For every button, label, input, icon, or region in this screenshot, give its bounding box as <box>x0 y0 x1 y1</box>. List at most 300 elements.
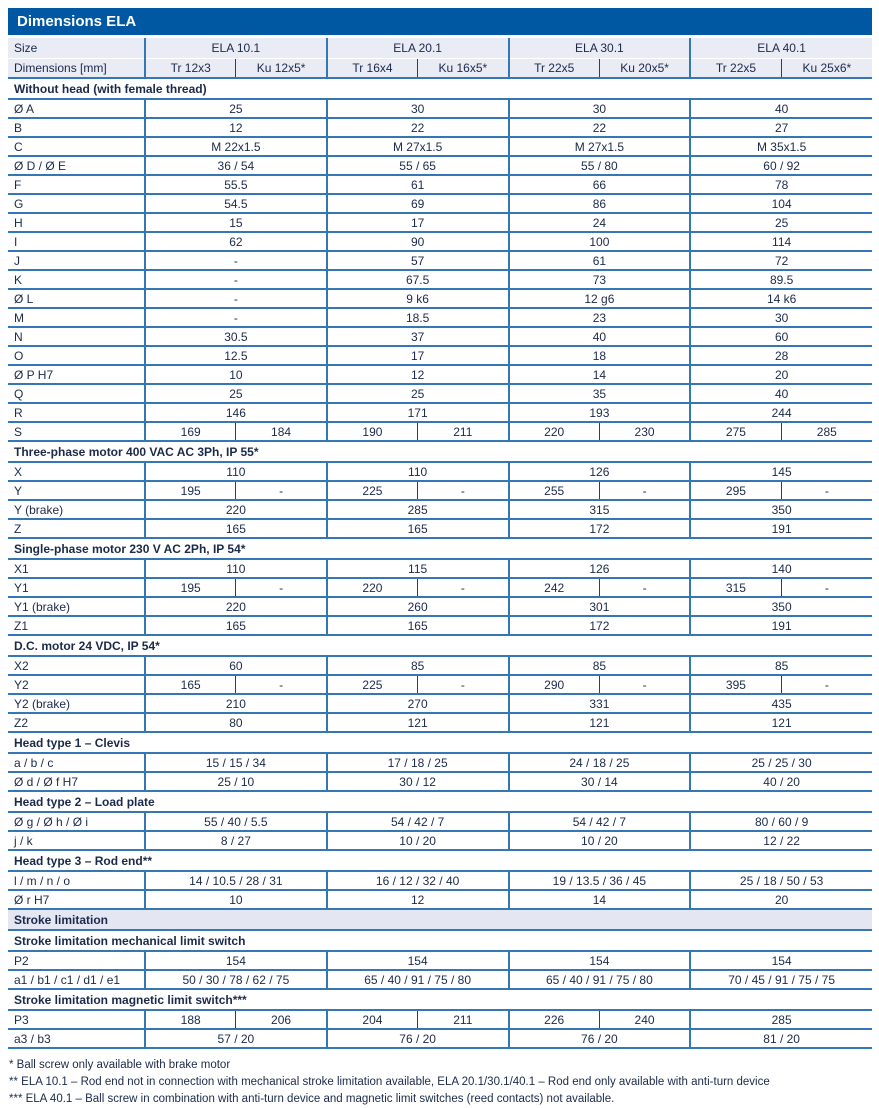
cell-value: 62 <box>145 232 327 251</box>
cell-value: 14 / 10.5 / 28 / 31 <box>145 871 327 890</box>
cell-value: 242 <box>509 578 600 597</box>
row-label: Q <box>8 384 145 403</box>
row-label: Ø L <box>8 289 145 308</box>
cell-value: 126 <box>509 462 691 481</box>
cell-value: 104 <box>690 194 872 213</box>
cell-value: 14 k6 <box>690 289 872 308</box>
table-row <box>8 500 872 519</box>
cell-value: 154 <box>327 951 509 970</box>
cell-value: 40 / 20 <box>690 772 872 791</box>
cell-value: 10 / 20 <box>509 831 691 850</box>
row-label: I <box>8 232 145 251</box>
table-row <box>8 232 872 251</box>
cell-value: 17 <box>327 346 509 365</box>
cell-value: 20 <box>690 365 872 384</box>
table-row <box>8 194 872 213</box>
dimensions-label: Dimensions [mm] <box>8 58 145 78</box>
cell-value: 25 <box>690 213 872 232</box>
cell-value: 60 <box>145 656 327 675</box>
cell-value: 172 <box>509 616 691 635</box>
row-label: l / m / n / o <box>8 871 145 890</box>
cell-value: - <box>599 675 690 694</box>
row-label: Y2 <box>8 675 145 694</box>
row-label: Y2 (brake) <box>8 694 145 713</box>
row-label: G <box>8 194 145 213</box>
cell-value: 225 <box>327 481 418 500</box>
cell-value: 195 <box>145 578 236 597</box>
cell-value: 193 <box>509 403 691 422</box>
cell-value: 165 <box>327 519 509 538</box>
cell-value: 169 <box>145 422 236 441</box>
cell-value: 67.5 <box>327 270 509 289</box>
cell-value: 188 <box>145 1010 236 1029</box>
cell-value: - <box>781 578 872 597</box>
cell-value: 9 k6 <box>327 289 509 308</box>
table-row <box>8 346 872 365</box>
cell-value: 121 <box>327 713 509 732</box>
cell-value: 20 <box>690 890 872 909</box>
row-label: Ø g / Ø h / Ø i <box>8 812 145 831</box>
cell-value: 110 <box>327 462 509 481</box>
cell-value: 35 <box>509 384 691 403</box>
cell-value: 40 <box>690 384 872 403</box>
cell-value: 211 <box>418 422 509 441</box>
cell-value: 395 <box>690 675 781 694</box>
cell-value: 85 <box>690 656 872 675</box>
section-title: Stroke limitation mechanical limit switch <box>8 930 872 951</box>
cell-value: 80 <box>145 713 327 732</box>
column-group-ela-40-1: ELA 40.1 <box>690 38 872 58</box>
row-label: Y (brake) <box>8 500 145 519</box>
cell-value: 165 <box>327 616 509 635</box>
cell-value: 315 <box>509 500 691 519</box>
cell-value: 30 / 14 <box>509 772 691 791</box>
section-header-row <box>8 78 872 99</box>
cell-value: 28 <box>690 346 872 365</box>
cell-value: 240 <box>599 1010 690 1029</box>
cell-value: 244 <box>690 403 872 422</box>
cell-value: 350 <box>690 500 872 519</box>
row-label: X2 <box>8 656 145 675</box>
cell-value: - <box>418 481 509 500</box>
cell-value: 18 <box>509 346 691 365</box>
cell-value: 220 <box>145 500 327 519</box>
cell-value: 350 <box>690 597 872 616</box>
row-label: R <box>8 403 145 422</box>
subcolumn-ku-20x5: Ku 20x5* <box>599 58 690 78</box>
cell-value: 110 <box>145 559 327 578</box>
cell-value: 115 <box>327 559 509 578</box>
table-row <box>8 213 872 232</box>
cell-value: 24 <box>509 213 691 232</box>
cell-value: 85 <box>509 656 691 675</box>
cell-value: 301 <box>509 597 691 616</box>
cell-value: 260 <box>327 597 509 616</box>
cell-value: 61 <box>509 251 691 270</box>
row-label: Y1 (brake) <box>8 597 145 616</box>
cell-value: M 35x1.5 <box>690 137 872 156</box>
cell-value: 72 <box>690 251 872 270</box>
row-label: F <box>8 175 145 194</box>
footnotes <box>8 1057 872 1108</box>
cell-value: 76 / 20 <box>327 1029 509 1048</box>
row-label: Ø d / Ø f H7 <box>8 772 145 791</box>
row-label: X1 <box>8 559 145 578</box>
footnote-1: * Ball screw only available with brake motor <box>9 1059 231 1071</box>
table-row <box>8 403 872 422</box>
cell-value: 10 <box>145 890 327 909</box>
footnote-2: ** ELA 10.1 – Rod end not in connection with mechanical stroke limitation available, ELA 20.1/30.1/40.1 – Rod end only available with anti-turn device <box>9 1076 770 1088</box>
subcolumn-tr-22x5-a: Tr 22x5 <box>509 58 600 78</box>
section-title: Stroke limitation magnetic limit switch*** <box>8 989 872 1010</box>
cell-value: 114 <box>690 232 872 251</box>
cell-value: 15 <box>145 213 327 232</box>
cell-value: 100 <box>509 232 691 251</box>
row-label: Z <box>8 519 145 538</box>
row-label: Ø D / Ø E <box>8 156 145 175</box>
row-label: S <box>8 422 145 441</box>
cell-value: 55 / 40 / 5.5 <box>145 812 327 831</box>
cell-value: 12 <box>327 365 509 384</box>
cell-value: 25 <box>145 384 327 403</box>
cell-value: 22 <box>509 118 691 137</box>
cell-value: 110 <box>145 462 327 481</box>
table-row <box>8 578 872 597</box>
table-row <box>8 772 872 791</box>
section-title: Head type 2 – Load plate <box>8 791 872 812</box>
cell-value: 61 <box>327 175 509 194</box>
section-header-row <box>8 850 872 871</box>
cell-value: 81 / 20 <box>690 1029 872 1048</box>
table-row <box>8 156 872 175</box>
cell-value: M 27x1.5 <box>509 137 691 156</box>
cell-value: 225 <box>327 675 418 694</box>
cell-value: 315 <box>690 578 781 597</box>
cell-value: 25 <box>327 384 509 403</box>
cell-value: 17 / 18 / 25 <box>327 753 509 772</box>
cell-value: 76 / 20 <box>509 1029 691 1048</box>
row-label: Ø A <box>8 99 145 118</box>
cell-value: 211 <box>418 1010 509 1029</box>
cell-value: 154 <box>690 951 872 970</box>
cell-value: 121 <box>509 713 691 732</box>
cell-value: 65 / 40 / 91 / 75 / 80 <box>327 970 509 989</box>
section-title: D.C. motor 24 VDC, IP 54* <box>8 635 872 656</box>
cell-value: - <box>236 675 327 694</box>
dimensions-table <box>8 38 872 1049</box>
column-group-ela-30-1: ELA 30.1 <box>509 38 691 58</box>
cell-value: 27 <box>690 118 872 137</box>
cell-value: 30 <box>690 308 872 327</box>
table-row <box>8 519 872 538</box>
cell-value: 140 <box>690 559 872 578</box>
cell-value: M 27x1.5 <box>327 137 509 156</box>
cell-value: 285 <box>690 1010 872 1029</box>
table-row <box>8 462 872 481</box>
cell-value: 30 / 12 <box>327 772 509 791</box>
cell-value: - <box>145 270 327 289</box>
row-label: X <box>8 462 145 481</box>
cell-value: 22 <box>327 118 509 137</box>
table-row <box>8 970 872 989</box>
footnote-3: *** ELA 40.1 – Ball screw in combination with anti-turn device and magnetic limit switches (reed contacts) not available. <box>9 1093 615 1105</box>
cell-value: 14 <box>509 890 691 909</box>
row-label: Ø r H7 <box>8 890 145 909</box>
cell-value: 12 <box>145 118 327 137</box>
table-row <box>8 270 872 289</box>
cell-value: 78 <box>690 175 872 194</box>
cell-value: 54.5 <box>145 194 327 213</box>
row-label: Z1 <box>8 616 145 635</box>
cell-value: 126 <box>509 559 691 578</box>
cell-value: 23 <box>509 308 691 327</box>
row-label: Y1 <box>8 578 145 597</box>
cell-value: 24 / 18 / 25 <box>509 753 691 772</box>
cell-value: - <box>599 481 690 500</box>
cell-value: 85 <box>327 656 509 675</box>
table-row <box>8 753 872 772</box>
cell-value: 54 / 42 / 7 <box>509 812 691 831</box>
cell-value: 36 / 54 <box>145 156 327 175</box>
cell-value: 50 / 30 / 78 / 62 / 75 <box>145 970 327 989</box>
cell-value: 18.5 <box>327 308 509 327</box>
cell-value: 30 <box>327 99 509 118</box>
row-label: K <box>8 270 145 289</box>
cell-value: 57 / 20 <box>145 1029 327 1048</box>
cell-value: 295 <box>690 481 781 500</box>
cell-value: 54 / 42 / 7 <box>327 812 509 831</box>
row-label: Ø P H7 <box>8 365 145 384</box>
table-row <box>8 481 872 500</box>
table-row <box>8 812 872 831</box>
page-title: Dimensions ELA <box>8 8 872 35</box>
row-label: Y <box>8 481 145 500</box>
cell-value: 69 <box>327 194 509 213</box>
table-row <box>8 597 872 616</box>
cell-value: 70 / 45 / 91 / 75 / 75 <box>690 970 872 989</box>
cell-value: 220 <box>327 578 418 597</box>
cell-value: 290 <box>509 675 600 694</box>
cell-value: 190 <box>327 422 418 441</box>
subcolumn-tr-12x3: Tr 12x3 <box>145 58 236 78</box>
subcolumn-tr-16x4: Tr 16x4 <box>327 58 418 78</box>
table-row <box>8 675 872 694</box>
dimensions-header-row <box>8 58 872 78</box>
cell-value: 226 <box>509 1010 600 1029</box>
cell-value: 65 / 40 / 91 / 75 / 80 <box>509 970 691 989</box>
cell-value: 285 <box>327 500 509 519</box>
row-label: J <box>8 251 145 270</box>
cell-value: 172 <box>509 519 691 538</box>
cell-value: 19 / 13.5 / 36 / 45 <box>509 871 691 890</box>
table-row <box>8 1029 872 1048</box>
section-header-row <box>8 635 872 656</box>
table-row <box>8 327 872 346</box>
cell-value: - <box>781 675 872 694</box>
row-label: a1 / b1 / c1 / d1 / e1 <box>8 970 145 989</box>
cell-value: 15 / 15 / 34 <box>145 753 327 772</box>
cell-value: 12 g6 <box>509 289 691 308</box>
cell-value: - <box>236 481 327 500</box>
table-row <box>8 99 872 118</box>
table-row <box>8 289 872 308</box>
section-title: Single-phase motor 230 V AC 2Ph, IP 54* <box>8 538 872 559</box>
cell-value: 191 <box>690 616 872 635</box>
section-header-row <box>8 538 872 559</box>
table-row <box>8 365 872 384</box>
cell-value: 14 <box>509 365 691 384</box>
cell-value: 165 <box>145 675 236 694</box>
cell-value: 8 / 27 <box>145 831 327 850</box>
row-label: a3 / b3 <box>8 1029 145 1048</box>
cell-value: 165 <box>145 616 327 635</box>
section-title: Head type 1 – Clevis <box>8 732 872 753</box>
cell-value: 55 / 80 <box>509 156 691 175</box>
table-row <box>8 384 872 403</box>
cell-value: 206 <box>236 1010 327 1029</box>
cell-value: 154 <box>509 951 691 970</box>
column-group-ela-10-1: ELA 10.1 <box>145 38 327 58</box>
cell-value: 80 / 60 / 9 <box>690 812 872 831</box>
cell-value: 146 <box>145 403 327 422</box>
table-row <box>8 251 872 270</box>
cell-value: 12 <box>327 890 509 909</box>
cell-value: 66 <box>509 175 691 194</box>
cell-value: 40 <box>509 327 691 346</box>
cell-value: 171 <box>327 403 509 422</box>
cell-value: 25 <box>145 99 327 118</box>
row-label: j / k <box>8 831 145 850</box>
cell-value: 154 <box>145 951 327 970</box>
section-title: Three-phase motor 400 VAC AC 3Ph, IP 55* <box>8 441 872 462</box>
section-header-row <box>8 930 872 951</box>
cell-value: 10 / 20 <box>327 831 509 850</box>
section-header-row <box>8 732 872 753</box>
cell-value: - <box>145 251 327 270</box>
column-group-ela-20-1: ELA 20.1 <box>327 38 509 58</box>
row-label: Z2 <box>8 713 145 732</box>
cell-value: 55 / 65 <box>327 156 509 175</box>
cell-value: 12 / 22 <box>690 831 872 850</box>
row-label: M <box>8 308 145 327</box>
table-row <box>8 713 872 732</box>
cell-value: - <box>418 675 509 694</box>
cell-value: 275 <box>690 422 781 441</box>
size-label: Size <box>8 38 145 58</box>
table-row <box>8 831 872 850</box>
cell-value: 16 / 12 / 32 / 40 <box>327 871 509 890</box>
cell-value: 57 <box>327 251 509 270</box>
table-row <box>8 118 872 137</box>
section-title: Head type 3 – Rod end** <box>8 850 872 871</box>
cell-value: - <box>781 481 872 500</box>
cell-value: 40 <box>690 99 872 118</box>
cell-value: 10 <box>145 365 327 384</box>
row-label: O <box>8 346 145 365</box>
cell-value: 165 <box>145 519 327 538</box>
cell-value: 435 <box>690 694 872 713</box>
table-row <box>8 694 872 713</box>
cell-value: 37 <box>327 327 509 346</box>
subcolumn-tr-22x5-b: Tr 22x5 <box>690 58 781 78</box>
subcolumn-ku-25x6: Ku 25x6* <box>781 58 872 78</box>
table-body <box>8 78 872 1048</box>
cell-value: - <box>418 578 509 597</box>
section-header-row <box>8 791 872 812</box>
cell-value: 184 <box>236 422 327 441</box>
cell-value: 204 <box>327 1010 418 1029</box>
subcolumn-ku-16x5: Ku 16x5* <box>418 58 509 78</box>
row-label: a / b / c <box>8 753 145 772</box>
cell-value: - <box>145 289 327 308</box>
table-row <box>8 951 872 970</box>
cell-value: - <box>145 308 327 327</box>
table-row <box>8 1010 872 1029</box>
cell-value: 86 <box>509 194 691 213</box>
cell-value: 30.5 <box>145 327 327 346</box>
cell-value: 220 <box>145 597 327 616</box>
cell-value: 210 <box>145 694 327 713</box>
section-title: Without head (with female thread) <box>8 78 872 99</box>
cell-value: 191 <box>690 519 872 538</box>
cell-value: 55.5 <box>145 175 327 194</box>
cell-value: 25 / 18 / 50 / 53 <box>690 871 872 890</box>
table-row <box>8 308 872 327</box>
cell-value: 25 / 25 / 30 <box>690 753 872 772</box>
row-label: H <box>8 213 145 232</box>
cell-value: 73 <box>509 270 691 289</box>
section-header-row <box>8 909 872 930</box>
section-header-row <box>8 441 872 462</box>
row-label: C <box>8 137 145 156</box>
cell-value: 25 / 10 <box>145 772 327 791</box>
banner-title: Stroke limitation <box>8 909 872 930</box>
cell-value: 255 <box>509 481 600 500</box>
cell-value: 331 <box>509 694 691 713</box>
cell-value: 17 <box>327 213 509 232</box>
cell-value: 89.5 <box>690 270 872 289</box>
cell-value: 195 <box>145 481 236 500</box>
table-row <box>8 422 872 441</box>
row-label: P3 <box>8 1010 145 1029</box>
table-row <box>8 616 872 635</box>
subcolumn-ku-12x5: Ku 12x5* <box>236 58 327 78</box>
table-row <box>8 871 872 890</box>
section-header-row <box>8 989 872 1010</box>
table-row <box>8 137 872 156</box>
table-row <box>8 890 872 909</box>
row-label: P2 <box>8 951 145 970</box>
cell-value: 285 <box>781 422 872 441</box>
cell-value: 60 / 92 <box>690 156 872 175</box>
cell-value: 12.5 <box>145 346 327 365</box>
cell-value: 60 <box>690 327 872 346</box>
cell-value: 145 <box>690 462 872 481</box>
cell-value: M 22x1.5 <box>145 137 327 156</box>
cell-value: 90 <box>327 232 509 251</box>
row-label: B <box>8 118 145 137</box>
cell-value: - <box>236 578 327 597</box>
cell-value: 121 <box>690 713 872 732</box>
cell-value: - <box>599 578 690 597</box>
cell-value: 270 <box>327 694 509 713</box>
size-header-row <box>8 38 872 58</box>
cell-value: 220 <box>509 422 600 441</box>
cell-value: 30 <box>509 99 691 118</box>
table-row <box>8 559 872 578</box>
row-label: N <box>8 327 145 346</box>
table-row <box>8 656 872 675</box>
